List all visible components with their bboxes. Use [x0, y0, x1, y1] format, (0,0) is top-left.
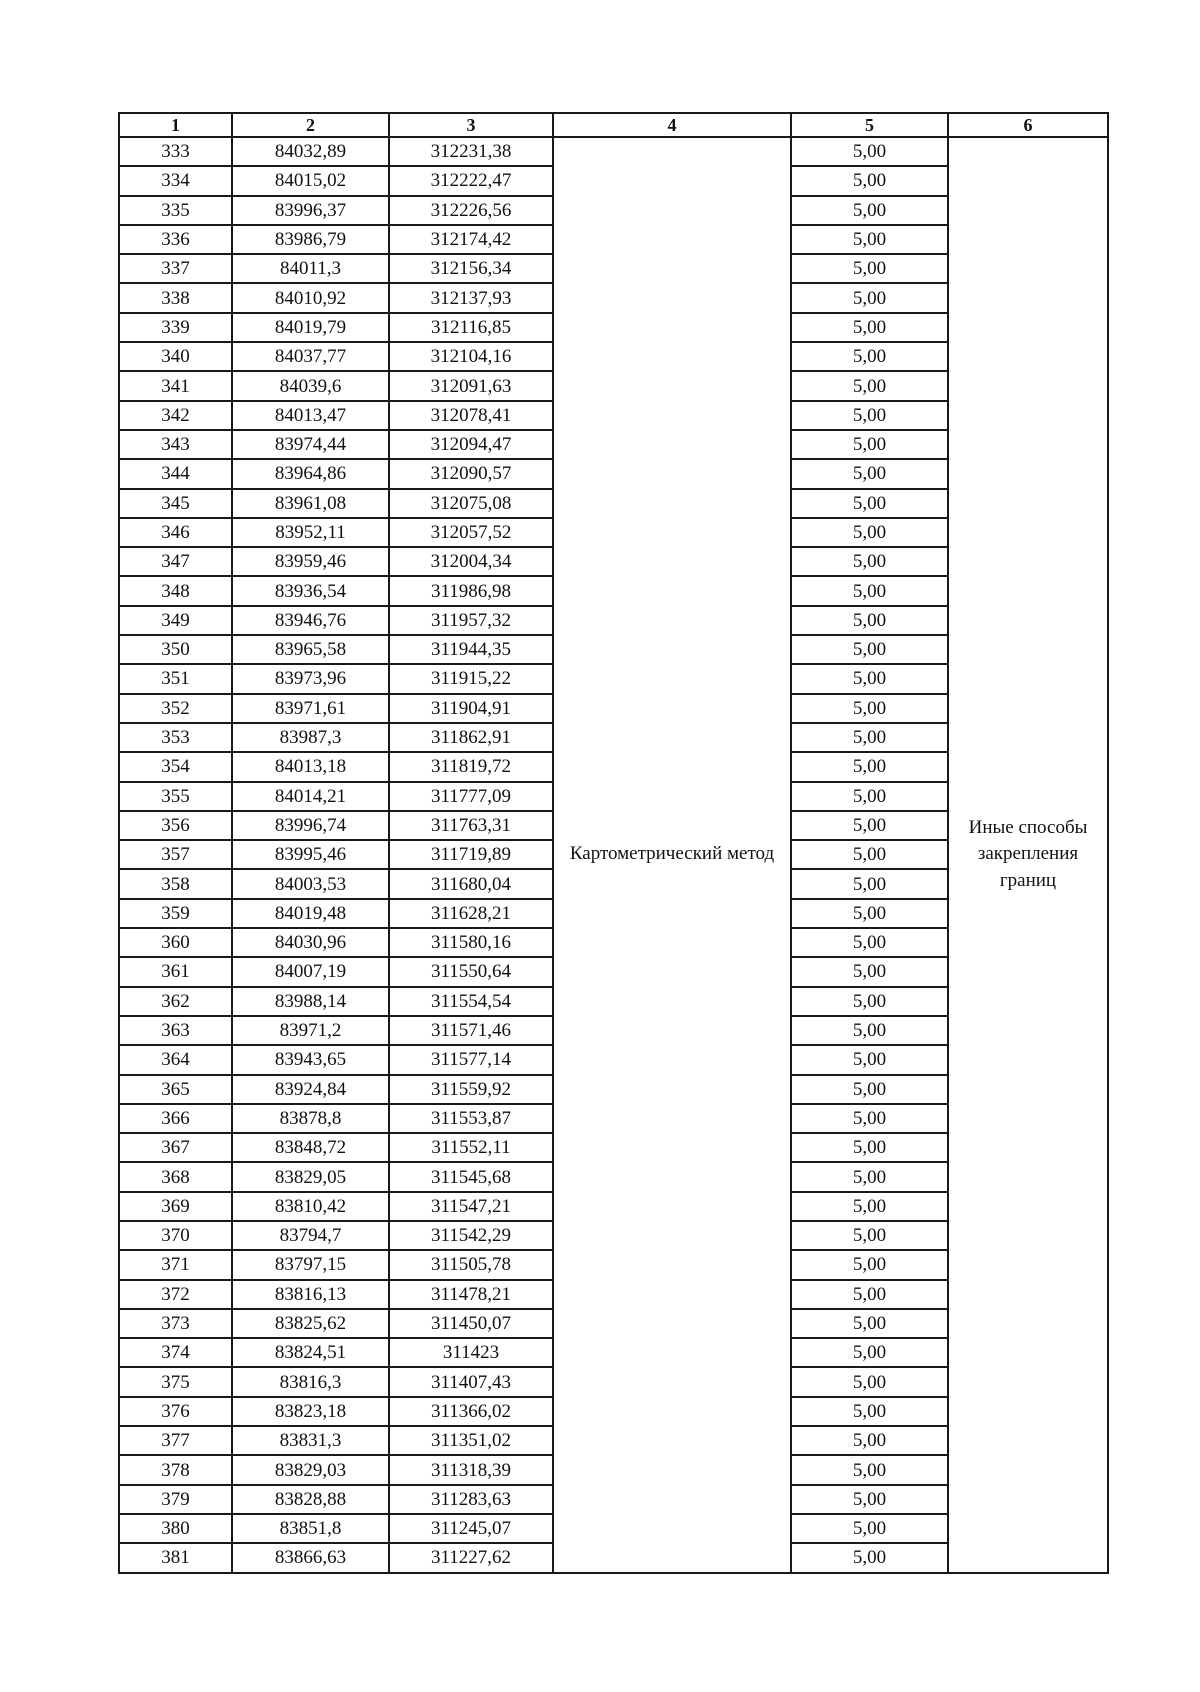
point-number-cell: 361	[119, 957, 232, 986]
coordinate-x-cell: 83848,72	[232, 1133, 389, 1162]
header-col-4: 4	[553, 113, 791, 137]
point-number-cell: 339	[119, 313, 232, 342]
accuracy-cell: 5,00	[791, 928, 948, 957]
point-number-cell: 374	[119, 1338, 232, 1367]
accuracy-cell: 5,00	[791, 225, 948, 254]
coordinate-x-cell: 83936,54	[232, 576, 389, 605]
accuracy-cell: 5,00	[791, 576, 948, 605]
coordinate-x-cell: 83828,88	[232, 1485, 389, 1514]
coordinate-y-cell: 311763,31	[389, 811, 553, 840]
accuracy-cell: 5,00	[791, 782, 948, 811]
coordinate-x-cell: 83959,46	[232, 547, 389, 576]
accuracy-cell: 5,00	[791, 811, 948, 840]
coordinate-y-cell: 312057,52	[389, 518, 553, 547]
point-number-cell: 336	[119, 225, 232, 254]
point-number-cell: 351	[119, 664, 232, 693]
coordinate-x-cell: 84019,48	[232, 899, 389, 928]
coordinate-y-cell: 311283,63	[389, 1485, 553, 1514]
accuracy-cell: 5,00	[791, 957, 948, 986]
boundary-points-table	[118, 112, 1109, 1574]
coordinate-y-cell: 311505,78	[389, 1250, 553, 1279]
coordinate-y-cell: 311478,21	[389, 1280, 553, 1309]
header-col-3: 3	[389, 113, 553, 137]
point-number-cell: 380	[119, 1514, 232, 1543]
accuracy-cell: 5,00	[791, 1133, 948, 1162]
accuracy-cell: 5,00	[791, 1045, 948, 1074]
coordinate-y-cell: 311580,16	[389, 928, 553, 957]
coordinate-x-cell: 83810,42	[232, 1192, 389, 1221]
accuracy-cell: 5,00	[791, 1485, 948, 1514]
coordinate-y-cell: 312137,93	[389, 283, 553, 312]
coordinate-y-cell: 311423	[389, 1338, 553, 1367]
coordinate-y-cell: 311245,07	[389, 1514, 553, 1543]
coordinate-x-cell: 84030,96	[232, 928, 389, 957]
accuracy-cell: 5,00	[791, 1192, 948, 1221]
accuracy-cell: 5,00	[791, 1338, 948, 1367]
coordinate-x-cell: 84037,77	[232, 342, 389, 371]
coordinate-y-cell: 312156,34	[389, 254, 553, 283]
coordinate-y-cell: 312078,41	[389, 401, 553, 430]
point-number-cell: 357	[119, 840, 232, 869]
accuracy-cell: 5,00	[791, 1367, 948, 1396]
coordinate-x-cell: 83987,3	[232, 723, 389, 752]
point-number-cell: 349	[119, 606, 232, 635]
coordinate-y-cell: 311366,02	[389, 1397, 553, 1426]
header-row	[119, 113, 1108, 137]
accuracy-cell: 5,00	[791, 196, 948, 225]
coordinate-x-cell: 84014,21	[232, 782, 389, 811]
coordinate-x-cell: 83831,3	[232, 1426, 389, 1455]
coordinate-y-cell: 311542,29	[389, 1221, 553, 1250]
coordinate-y-cell: 311577,14	[389, 1045, 553, 1074]
coordinate-x-cell: 83996,37	[232, 196, 389, 225]
accuracy-cell: 5,00	[791, 1280, 948, 1309]
coordinate-y-cell: 311554,54	[389, 987, 553, 1016]
accuracy-cell: 5,00	[791, 342, 948, 371]
accuracy-cell: 5,00	[791, 430, 948, 459]
coordinate-y-cell: 312090,57	[389, 459, 553, 488]
point-number-cell: 366	[119, 1104, 232, 1133]
coordinate-y-cell: 311915,22	[389, 664, 553, 693]
accuracy-cell: 5,00	[791, 313, 948, 342]
coordinate-x-cell: 83974,44	[232, 430, 389, 459]
table-row	[119, 137, 1108, 166]
point-number-cell: 344	[119, 459, 232, 488]
coordinate-x-cell: 83878,8	[232, 1104, 389, 1133]
point-number-cell: 365	[119, 1075, 232, 1104]
accuracy-cell: 5,00	[791, 1104, 948, 1133]
coordinate-x-cell: 83829,05	[232, 1162, 389, 1191]
accuracy-cell: 5,00	[791, 869, 948, 898]
accuracy-cell: 5,00	[791, 840, 948, 869]
coordinate-y-cell: 312226,56	[389, 196, 553, 225]
point-number-cell: 376	[119, 1397, 232, 1426]
coordinate-y-cell: 311550,64	[389, 957, 553, 986]
coordinate-x-cell: 83952,11	[232, 518, 389, 547]
accuracy-cell: 5,00	[791, 371, 948, 400]
accuracy-cell: 5,00	[791, 254, 948, 283]
accuracy-cell: 5,00	[791, 547, 948, 576]
coordinate-x-cell: 84013,47	[232, 401, 389, 430]
accuracy-cell: 5,00	[791, 1016, 948, 1045]
point-number-cell: 370	[119, 1221, 232, 1250]
point-number-cell: 341	[119, 371, 232, 400]
point-number-cell: 356	[119, 811, 232, 840]
accuracy-cell: 5,00	[791, 137, 948, 166]
point-number-cell: 377	[119, 1426, 232, 1455]
coordinate-y-cell: 312004,34	[389, 547, 553, 576]
coordinate-x-cell: 83794,7	[232, 1221, 389, 1250]
coordinate-x-cell: 84032,89	[232, 137, 389, 166]
header-col-2: 2	[232, 113, 389, 137]
point-number-cell: 347	[119, 547, 232, 576]
coordinate-x-cell: 83816,3	[232, 1367, 389, 1396]
coordinate-y-cell: 311407,43	[389, 1367, 553, 1396]
coordinate-y-cell: 311944,35	[389, 635, 553, 664]
coordinate-y-cell: 312091,63	[389, 371, 553, 400]
table-body	[119, 137, 1108, 1573]
point-number-cell: 381	[119, 1543, 232, 1572]
coordinate-y-cell: 312222,47	[389, 166, 553, 195]
point-number-cell: 338	[119, 283, 232, 312]
point-number-cell: 346	[119, 518, 232, 547]
coordinate-x-cell: 83988,14	[232, 987, 389, 1016]
coordinate-y-cell: 311957,32	[389, 606, 553, 635]
accuracy-cell: 5,00	[791, 899, 948, 928]
point-number-cell: 348	[119, 576, 232, 605]
coordinate-x-cell: 83824,51	[232, 1338, 389, 1367]
accuracy-cell: 5,00	[791, 1543, 948, 1572]
coordinate-x-cell: 84011,3	[232, 254, 389, 283]
accuracy-cell: 5,00	[791, 1455, 948, 1484]
accuracy-cell: 5,00	[791, 752, 948, 781]
point-number-cell: 367	[119, 1133, 232, 1162]
coordinate-y-cell: 312075,08	[389, 489, 553, 518]
coordinate-y-cell: 311227,62	[389, 1543, 553, 1572]
coordinate-y-cell: 311628,21	[389, 899, 553, 928]
fixation-method-cell: Иные способы закрепления границ	[948, 137, 1108, 1573]
coordinate-x-cell: 83851,8	[232, 1514, 389, 1543]
accuracy-cell: 5,00	[791, 1426, 948, 1455]
coordinate-y-cell: 312174,42	[389, 225, 553, 254]
coordinate-x-cell: 83986,79	[232, 225, 389, 254]
coordinate-y-cell: 311547,21	[389, 1192, 553, 1221]
header-col-6: 6	[948, 113, 1108, 137]
accuracy-cell: 5,00	[791, 723, 948, 752]
accuracy-cell: 5,00	[791, 283, 948, 312]
point-number-cell: 359	[119, 899, 232, 928]
point-number-cell: 354	[119, 752, 232, 781]
coordinate-x-cell: 83829,03	[232, 1455, 389, 1484]
point-number-cell: 364	[119, 1045, 232, 1074]
coordinate-y-cell: 311552,11	[389, 1133, 553, 1162]
accuracy-cell: 5,00	[791, 987, 948, 1016]
accuracy-cell: 5,00	[791, 459, 948, 488]
coordinate-x-cell: 83797,15	[232, 1250, 389, 1279]
accuracy-cell: 5,00	[791, 518, 948, 547]
method-cell: Картометрический метод	[553, 137, 791, 1573]
coordinate-x-cell: 83964,86	[232, 459, 389, 488]
coordinate-x-cell: 83971,2	[232, 1016, 389, 1045]
coordinate-x-cell: 83996,74	[232, 811, 389, 840]
coordinate-x-cell: 83924,84	[232, 1075, 389, 1104]
coordinate-y-cell: 312231,38	[389, 137, 553, 166]
point-number-cell: 372	[119, 1280, 232, 1309]
coordinate-y-cell: 311777,09	[389, 782, 553, 811]
coordinate-y-cell: 311553,87	[389, 1104, 553, 1133]
coordinate-y-cell: 311559,92	[389, 1075, 553, 1104]
point-number-cell: 371	[119, 1250, 232, 1279]
coordinate-x-cell: 83825,62	[232, 1309, 389, 1338]
accuracy-cell: 5,00	[791, 1397, 948, 1426]
header-col-1: 1	[119, 113, 232, 137]
coordinate-x-cell: 84015,02	[232, 166, 389, 195]
point-number-cell: 378	[119, 1455, 232, 1484]
point-number-cell: 352	[119, 694, 232, 723]
accuracy-cell: 5,00	[791, 694, 948, 723]
coordinate-x-cell: 83943,65	[232, 1045, 389, 1074]
coordinate-y-cell: 312116,85	[389, 313, 553, 342]
accuracy-cell: 5,00	[791, 664, 948, 693]
accuracy-cell: 5,00	[791, 166, 948, 195]
coordinate-x-cell: 84003,53	[232, 869, 389, 898]
point-number-cell: 368	[119, 1162, 232, 1191]
coordinate-x-cell: 83973,96	[232, 664, 389, 693]
point-number-cell: 358	[119, 869, 232, 898]
coordinate-x-cell: 83816,13	[232, 1280, 389, 1309]
accuracy-cell: 5,00	[791, 1309, 948, 1338]
point-number-cell: 362	[119, 987, 232, 1016]
coordinate-y-cell: 311450,07	[389, 1309, 553, 1338]
accuracy-cell: 5,00	[791, 1221, 948, 1250]
point-number-cell: 375	[119, 1367, 232, 1396]
coordinate-y-cell: 311545,68	[389, 1162, 553, 1191]
point-number-cell: 379	[119, 1485, 232, 1514]
point-number-cell: 355	[119, 782, 232, 811]
coordinate-y-cell: 311904,91	[389, 694, 553, 723]
point-number-cell: 363	[119, 1016, 232, 1045]
header-col-5: 5	[791, 113, 948, 137]
accuracy-cell: 5,00	[791, 401, 948, 430]
point-number-cell: 337	[119, 254, 232, 283]
coordinate-y-cell: 311862,91	[389, 723, 553, 752]
coordinate-y-cell: 312094,47	[389, 430, 553, 459]
coordinate-x-cell: 84007,19	[232, 957, 389, 986]
point-number-cell: 345	[119, 489, 232, 518]
coordinate-x-cell: 83961,08	[232, 489, 389, 518]
coordinate-x-cell: 83995,46	[232, 840, 389, 869]
point-number-cell: 343	[119, 430, 232, 459]
coordinate-y-cell: 311318,39	[389, 1455, 553, 1484]
accuracy-cell: 5,00	[791, 1250, 948, 1279]
point-number-cell: 340	[119, 342, 232, 371]
coordinate-x-cell: 84039,6	[232, 371, 389, 400]
coordinate-x-cell: 83971,61	[232, 694, 389, 723]
accuracy-cell: 5,00	[791, 489, 948, 518]
point-number-cell: 335	[119, 196, 232, 225]
accuracy-cell: 5,00	[791, 1514, 948, 1543]
coordinate-x-cell: 84013,18	[232, 752, 389, 781]
point-number-cell: 360	[119, 928, 232, 957]
coordinate-y-cell: 311819,72	[389, 752, 553, 781]
point-number-cell: 333	[119, 137, 232, 166]
coordinate-x-cell: 83965,58	[232, 635, 389, 664]
coordinate-y-cell: 311571,46	[389, 1016, 553, 1045]
coordinate-y-cell: 311986,98	[389, 576, 553, 605]
accuracy-cell: 5,00	[791, 1162, 948, 1191]
coordinate-y-cell: 311719,89	[389, 840, 553, 869]
coordinate-y-cell: 312104,16	[389, 342, 553, 371]
coordinate-x-cell: 84019,79	[232, 313, 389, 342]
coordinate-x-cell: 83866,63	[232, 1543, 389, 1572]
point-number-cell: 373	[119, 1309, 232, 1338]
accuracy-cell: 5,00	[791, 635, 948, 664]
accuracy-cell: 5,00	[791, 606, 948, 635]
point-number-cell: 369	[119, 1192, 232, 1221]
point-number-cell: 350	[119, 635, 232, 664]
coordinate-x-cell: 83823,18	[232, 1397, 389, 1426]
coordinate-y-cell: 311680,04	[389, 869, 553, 898]
coordinate-y-cell: 311351,02	[389, 1426, 553, 1455]
coordinate-x-cell: 84010,92	[232, 283, 389, 312]
point-number-cell: 342	[119, 401, 232, 430]
point-number-cell: 353	[119, 723, 232, 752]
coordinate-x-cell: 83946,76	[232, 606, 389, 635]
point-number-cell: 334	[119, 166, 232, 195]
accuracy-cell: 5,00	[791, 1075, 948, 1104]
